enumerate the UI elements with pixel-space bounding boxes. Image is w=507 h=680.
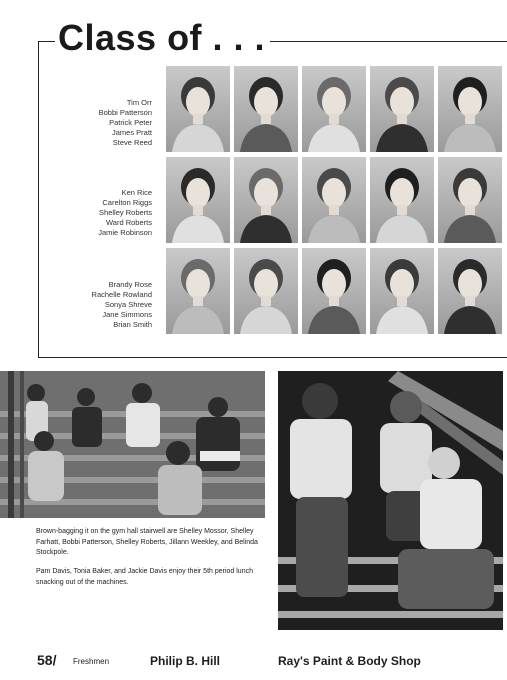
- student-name: Ken Rice: [121, 188, 152, 197]
- student-name: Tim Orr: [126, 98, 152, 107]
- title-rule: [270, 41, 507, 42]
- student-portrait: [438, 66, 502, 152]
- candid-photo-machines: [278, 371, 503, 630]
- student-portrait: [370, 157, 434, 243]
- student-name: Brian Smith: [113, 320, 152, 329]
- student-portrait: [166, 248, 230, 334]
- frame-left-rule: [38, 41, 39, 357]
- sponsor-business: Ray's Paint & Body Shop: [278, 654, 421, 668]
- student-name: Shelley Roberts: [99, 208, 152, 217]
- student-name: Carelton Riggs: [102, 198, 152, 207]
- student-portrait: [438, 157, 502, 243]
- page-number: 58/: [37, 652, 57, 668]
- student-name: Brandy Rose: [108, 280, 152, 289]
- sponsor-name: Philip B. Hill: [150, 654, 221, 668]
- page-title: Class of . . .: [58, 17, 266, 58]
- student-portrait: [234, 157, 298, 243]
- student-name: Jamie Robinson: [98, 228, 152, 237]
- section-label: Freshmen: [73, 657, 110, 666]
- student-portrait: [234, 66, 298, 152]
- caption-stairwell: Brown-bagging it on the gym hall stairwell are Shelley Mossor, Shelley Farhatt, Bobbi Patterson, Shelley Roberts, Jillann Weekley, and Belinda Stockpole.: [36, 528, 258, 556]
- student-portrait: [302, 248, 366, 334]
- student-portrait: [234, 248, 298, 334]
- student-name: Patrick Peter: [109, 118, 152, 127]
- student-portrait: [166, 66, 230, 152]
- row-1-names: [40, 98, 152, 148]
- student-name: Jane Simmons: [102, 310, 152, 319]
- student-portrait: [370, 66, 434, 152]
- student-name: Steve Reed: [112, 138, 152, 147]
- caption-machines: Pam Davis, Tonia Baker, and Jackie Davis enjoy their 5th period lunch snacking out of the machines.: [36, 568, 253, 586]
- stairwell-photo-art: [0, 371, 265, 518]
- student-portrait: [370, 248, 434, 334]
- machines-photo-art: [278, 371, 503, 630]
- student-portrait: [302, 157, 366, 243]
- student-name: Sonya Shreve: [104, 300, 152, 309]
- candid-photo-stairwell: [0, 371, 265, 518]
- student-portrait: [302, 66, 366, 152]
- row-3-names: [40, 280, 152, 330]
- student-name: Bobbi Patterson: [98, 108, 152, 117]
- frame-bottom-rule: [38, 357, 507, 358]
- student-portrait: [166, 157, 230, 243]
- student-name: James Pratt: [111, 128, 152, 137]
- student-name: Rachelle Rowland: [91, 290, 152, 299]
- student-name: Ward Roberts: [106, 218, 152, 227]
- row-2-names: [40, 188, 152, 238]
- frame-tick: [38, 41, 55, 42]
- student-portrait: [438, 248, 502, 334]
